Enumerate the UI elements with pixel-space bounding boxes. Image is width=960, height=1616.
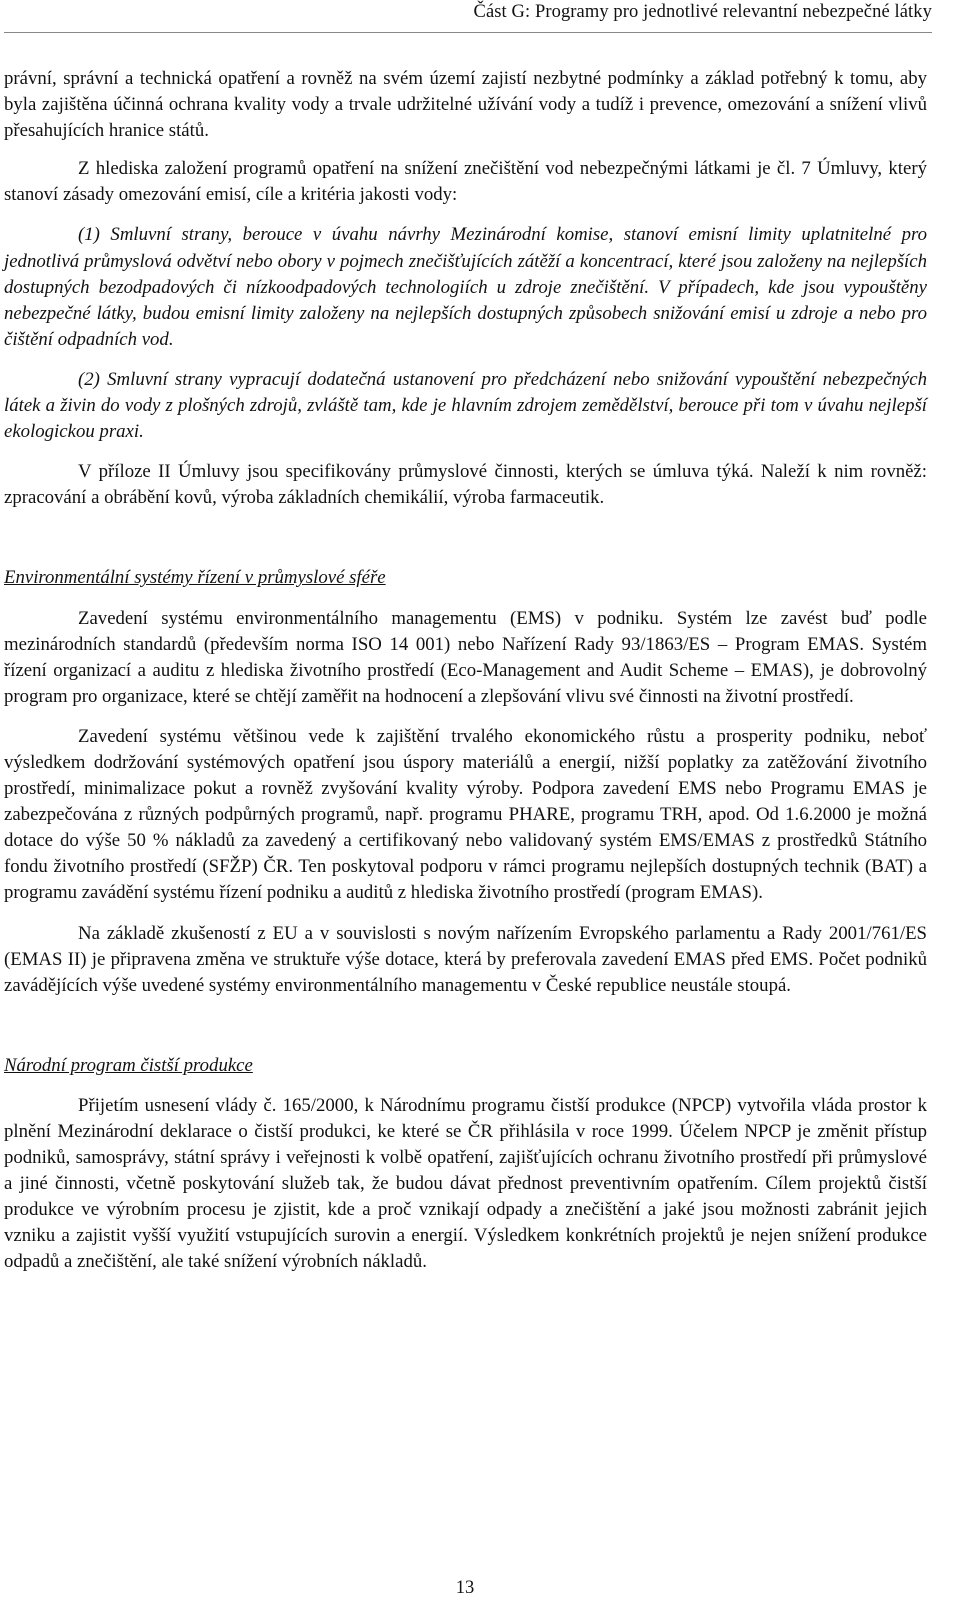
ems-paragraph-3: Na základě zkušeností z EU a v souvislosti s novým nařízením Evropského parlamentu a Rady 2001/761/ES (EMAS II) je připravena změna ve struktuře výše dotace, která by preferovala zavedení EMAS před EMS. Počet podniků zavádějících výše uvedené systémy environmentálního managementu v České republice neustále stoupá. xyxy=(4,922,927,996)
running-header: Část G: Programy pro jednotlivé relevantní nebezpečné látky xyxy=(473,2,932,22)
header-rule xyxy=(4,32,932,33)
ems-paragraph-2: Zavedení systému většinou vede k zajištění trvalého ekonomického růstu a prosperity podniku, neboť výsledkem dodržování systémových opatření jsou úspory materiálů a energií, nižší poplatky za zatěžování životního prostředí, minimalizace pokut a rovněž zvyšování kvality výroby. Podpora zavedení EMS nebo Programu EMAS je zabezpečována z různých podpůrných programů, např. programu PHARE, programu TRH, apod. Od 1.6.2000 je možná dotace do výše 50 % nákladů za zavedený a certifikovaný nebo validovaný systém EMS/EMAS z prostředků Státního fondu životního prostředí (SFŽP) ČR. Ten poskytoval podporu v rámci programu nejlepších dostupných technik (BAT) a programu zavádění systému řízení podniku a auditů z hlediska životního prostředí (program EMAS). xyxy=(4,725,927,904)
clause-1-quoted-text: (1) Smluvní strany, berouce v úvahu návrhy Mezinárodní komise, stanoví emisní limity uplatnitelné pro jednotlivá průmyslová odvětví nebo obory v pojmech znečišťujících zátěží a koncentrací, které jsou založeny na nejlepších dostupných bezodpadových či nízkoodpadových technologiích u zdroje znečištění. xyxy=(4,224,927,298)
clause-1-paragraph xyxy=(4,222,927,352)
npcp-paragraph-1: Přijetím usnesení vlády č. 165/2000, k Národnímu programu čistší produkce (NPCP) vytvořila vláda prostor k plnění Mezinárodní deklarace o čistší produkci, ke které se ČR přihlásila v roce 1999. Účelem NPCP je změnit přístup podniků, samosprávy, státní správy i veřejnosti k volbě opatření, zajišťujících ochranu životního prostředí při průmyslové a jiné činnosti, včetně poskytování služeb tak, že budou dávat přednost preventivním opatřením. Cílem projektů čistší produkce ve výrobním procesu je zjistit, kde a proč vznikají odpady a znečištění a jaké jsou možnosti zabránit jejich vzniku a zajistit vyšší využití vstupujících surovin a energií. Výsledkem konkrétních projektů je nejen snížení produkce odpadů a znečištění, ale také snížení výrobních nákladů. xyxy=(4,1094,927,1273)
clause-1-continuation-text: V případech, kde jsou vypouštěny nebezpečné látky, budou emisní limity založeny na nejlepších dostupných způsobech snižování emisí u zdroje a nebo pro čištění odpadních vod. xyxy=(4,276,927,350)
section-heading-npcp: Národní program čistší produkce xyxy=(4,1054,253,1076)
page-number: 13 xyxy=(455,1578,475,1598)
page-body xyxy=(4,66,927,1276)
intro-continuation-paragraph: právní, správní a technická opatření a rovněž na svém území zajistí nezbytné podmínky a základ potřebný k tomu, aby byla zajištěna účinná ochrana kvality vody a trvale udržitelné užívání vody a tudíž i prevence, omezování a snížení vlivů přesahujících hranice států. xyxy=(4,68,927,142)
article7-intro-paragraph: Z hlediska založení programů opatření na snížení znečištění vod nebezpečnými látkami je čl. 7 Úmluvy, který stanoví zásady omezování emisí, cíle a kritéria jakosti vody: xyxy=(4,158,927,206)
ems-paragraph-1: Zavedení systému environmentálního managementu (EMS) v podniku. Systém lze zavést buď podle mezinárodních standardů (především norma ISO 14 001) nebo Nařízení Rady 93/1863/ES – Program EMAS. Systém řízení organizací a auditu z hlediska životního prostředí (Eco-Management and Audit Scheme – EMAS), je dobrovolný program pro organizace, které se chtějí zaměřit na hodnocení a zlepšování vlivu své činnosti na životní prostředí. xyxy=(4,607,927,707)
clause-2-paragraph: (2) Smluvní strany vypracují dodatečná ustanovení pro předcházení nebo snižování vypouštění nebezpečných látek a živin do vody z plošných zdrojů, zvláště tam, kde je hlavním zdrojem zemědělství, berouce při tom v úvahu nejlepší ekologickou praxi. xyxy=(4,368,927,443)
section-heading-ems: Environmentální systémy řízení v průmyslové sféře xyxy=(4,567,386,589)
annex-2-paragraph: V příloze II Úmluvy jsou specifikovány průmyslové činnosti, kterých se úmluva týká. Naleží k nim rovněž: zpracování a obrábění kovů, výroba základních chemikálií, výroba farmaceutik. xyxy=(4,461,927,509)
